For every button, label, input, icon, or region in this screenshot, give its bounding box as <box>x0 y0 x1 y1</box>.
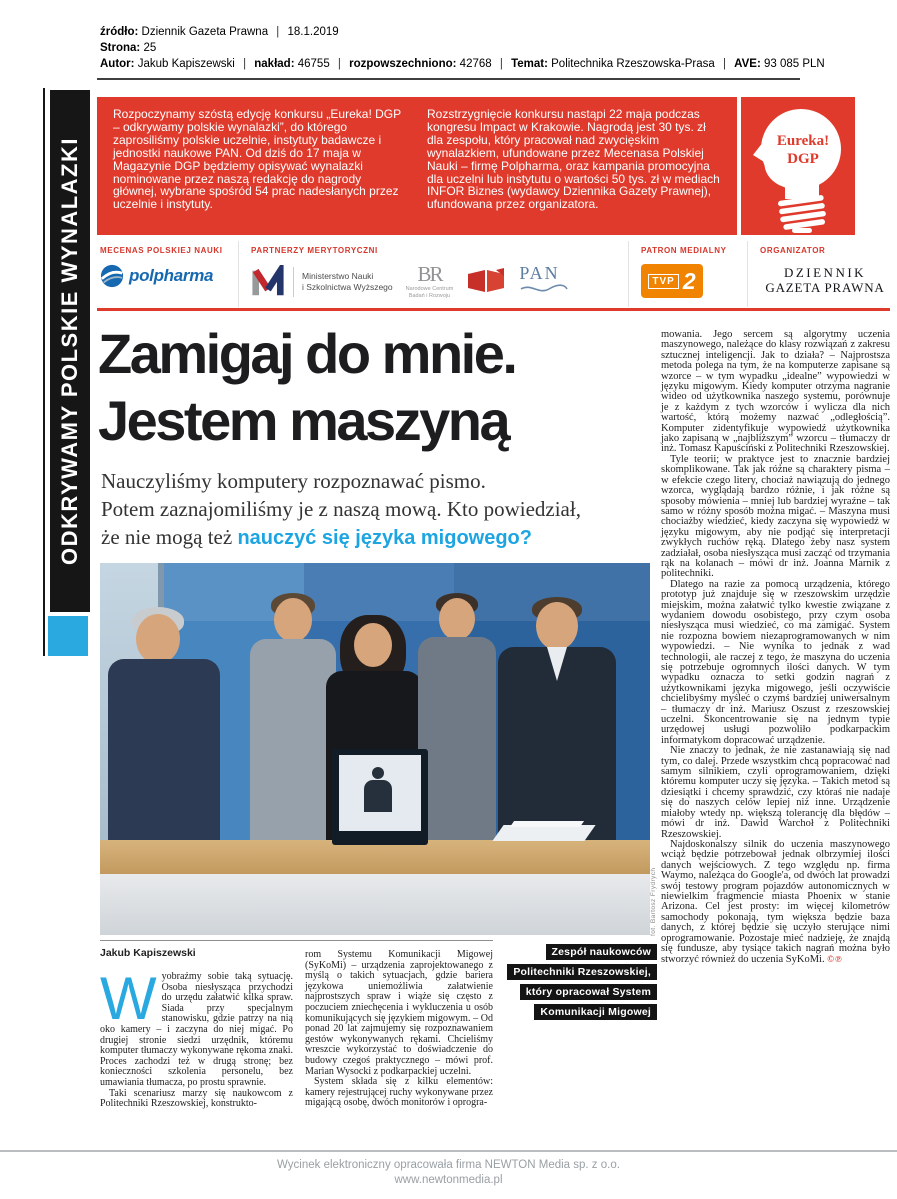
paragraph: Dlatego na razie za pomocą urządzenia, którego prototyp już znajduje się w rzeszowskim urzędzie miejskim, można załatwić tylko kwestie związane z wydaniem dowodu osobistego, przy czym osoba niesłysząca musi wiedzieć, co ma zamigać. System nie rozpozna bowiem niezaprogramowanych w nim wypowiedzi. – Nie wynika to jednak z wad technologii, ale raczej z tego, że maszyna do uczenia się potrzebuje ogromnych ilości danych. W tym wypadku oznacza to setki godzin nagrań z użytkownikami języka migowego, jeśli oczywiście chcielibyśmy myśleć o czymś bardziej uniwersalnym – tłumaczy dr inż. Mariusz Oszust z rzeszowskiej uczelni. Skoncentrowanie się na jednym typie urzędowej usługi pozwoliło podkarpackim informatykom dopracować urządzenie. <box>661 578 890 746</box>
ave-value: 93 085 PLN <box>763 58 825 70</box>
person-figure <box>108 607 220 843</box>
body-column-1 <box>100 965 293 1144</box>
ave-label: AVE: <box>734 58 761 70</box>
byline-divider <box>100 940 493 941</box>
paragraph: Taki scenariusz marzy się naukowcom z Politechniki Rzeszowskiej, konstrukto- <box>100 1087 293 1110</box>
meta-line-page <box>100 40 870 56</box>
article-byline: Jakub Kapiszewski <box>100 947 196 959</box>
polpharma-wordmark: polpharma <box>129 266 214 285</box>
footer-company: Wycinek elektroniczny opracowała firma NEWTON Media sp. z o.o. <box>277 1159 620 1171</box>
circulation-label: nakład: <box>254 58 295 70</box>
eureka-dgp-logo <box>741 97 855 235</box>
contest-banner <box>97 97 737 235</box>
series-title: ODKRYWAMY POLSKIE WYNALAZKI <box>57 137 82 565</box>
polpharma-logo <box>100 264 213 288</box>
paragraph: Nie znaczy to jednak, że nie zastanawiają się nad tym, co dalej. Przede wszystkim chcą popracować nad samym silnikiem, czyli oprogramowaniem, dzięki któremu komputer uczy się języka. – Takich metod są dziesiątki i chcemy sprawdzić, czy któraś nie nadaje się do naszych celów lepiej niż inne. Urządzenie miałoby wtedy np. większą tolerancję dla błędów – mówi dr inż. Dawid Warchoł z Politechniki Rzeszowskiej. <box>661 745 890 840</box>
eureka-badge-line1: Eureka! <box>776 133 830 149</box>
footer-divider <box>0 1150 897 1152</box>
photo-papers <box>492 825 595 841</box>
footer-url: www.newtonmedia.pl <box>394 1174 503 1186</box>
tvp-channel-number: 2 <box>682 267 696 294</box>
author-label: Autor: <box>100 58 135 70</box>
dgp-line1: DZIENNIK <box>783 265 867 280</box>
meta-line-source <box>100 24 870 40</box>
paragraph: mowania. Jego sercem są algorytmy uczenia maszynowego, należące do klasy rozwiązań z zakresu sztucznej inteligencji. Jak to działa? – Najprostsza metoda polega na tym, że na komputerze zapisane są wzorce – w tym wypadku „idealne” wypowiedzi w języku migowym. Kiedy komputer otrzyma nagranie wideo od użytkownika naszego systemu, porównuje je z każdym z tych wzorców i wylicza dla nich wartość, którą możemy nazwać „odległością”. Komputer zidentyfikuje wypowiedź użytkownika jako zapisaną w „najbliższym” wzorcu – tłumaczy dr inż. Tomasz Kapuściński z Politechniki Rzeszowskiej. <box>661 329 890 455</box>
distribution-label: rozpowszechniono: <box>349 58 457 70</box>
person-figure <box>418 593 496 843</box>
headline-line1: Zamigaj do mnie. <box>98 322 516 385</box>
separator: | <box>499 58 503 70</box>
partnerzy-label: PARTNERZY MERYTORYCZNI <box>251 246 378 255</box>
source-label: źródło: <box>100 26 139 38</box>
standfirst-line2: Potem zaznajomiliśmy je z naszą mową. Kto powiedział, <box>101 497 581 521</box>
standfirst-highlight: nauczyć się języka migowego? <box>237 527 532 549</box>
ncbr-wordmark: BR <box>417 262 442 287</box>
banner-right-text: Rozstrzygnięcie konkursu nastąpi 22 maja podczas kongresu Impact w Krakowie. Nagrodą jest 30 tys. zł dla zespołu, który pracował nad zwycięskim wynalazkiem, ufundowane przez Mecenasa Polskiej Nauki – firmę Polpharma, oraz kampania promocyjna dla uczelni lub instytutu o wartości 50 tys. zł w mediach INFOR Biznes (wydawcy Dziennika Gazety Prawnej), ufundowana przez organizatora. <box>427 107 720 212</box>
page-label: Strona: <box>100 42 141 54</box>
tvp-wordmark: TVP <box>648 274 678 289</box>
topic-value: Politechnika Rzeszowska-Prasa <box>551 58 715 70</box>
standfirst-line3 <box>101 523 661 552</box>
article-standfirst <box>101 467 661 552</box>
standfirst-line3-prefix: że nie mogą też <box>101 525 238 549</box>
pan-swoosh-icon <box>519 283 569 295</box>
banner-left-text: Rozpoczynamy szóstą edycję konkursu „Eureka! DGP – odkrywamy polskie wynalazki”, do którego zaprosiliśmy polskie uczelnie, instytuty badawcze i jednostki naukowe PAN. Od dziś do 17 maja w Magazynie DGP będziemy opisywać wynalazki nominowane przez naszą redakcję do nagrody głównej, wybrane spośród 54 prac nadesłanych przez uczelnie i instytuty. <box>113 107 401 212</box>
clipping-meta <box>100 24 870 72</box>
tvp2-logo <box>641 264 703 298</box>
paragraph: rom Systemu Komunikacji Migowej (SyKoMi) – urządzenia zaprojektowanego z myślą o takich sytuacjach, gdzie bariera językowa uniemożliwia załatwienie najprostszych spraw i wiąże się często z poczuciem zniechęcenia i wykluczenia u osób komunikujących się językiem migowym. – Od ponad 20 lat zajmujemy się rozpoznawaniem gestów wykonywanych rękami. Chcieliśmy wreszcie wykorzystać to doświadczenie do budowy czegoś praktycznego – mówi prof. Marian Wysocki z podkarpackiej uczelni. <box>305 949 493 1077</box>
mecenas-label: MECENAS POLSKIEJ NAUKI <box>100 246 223 255</box>
distribution-value: 42768 <box>459 58 492 70</box>
topic-label: Temat: <box>511 58 548 70</box>
copyright-mark: ©℗ <box>827 954 843 965</box>
ncbr-logo <box>406 264 454 299</box>
sign-language-avatar-body <box>364 780 392 812</box>
paragraph: Wyobraźmy sobie taką sytuację. Osoba niesłysząca przychodzi do urzędu załatwić kilka spraw. Siada przy specjalnym stanowisku, gdzie patrzy na nią oko kamery – i zaczyna do niej migać. Po drugiej stronie siedzi urzędnik, któremu komputer tłumaczy wykonywane rękoma znaki. Proces zachodzi też w drugą stronę; bez konieczności szkolenia personelu, bez umawiania tłumacza, po prostu sprawnie. <box>100 965 293 1088</box>
series-accent-square <box>48 616 88 656</box>
caption-line: Komunikacji Migowej <box>427 1002 657 1022</box>
open-book-logo <box>466 268 506 296</box>
photo-papers <box>510 821 584 827</box>
circulation-value: 46755 <box>297 58 330 70</box>
ministry-logo <box>251 265 393 299</box>
series-vertical-bar <box>50 90 90 612</box>
photo-desk <box>100 840 650 874</box>
caption-line: który opracował System <box>427 982 657 1002</box>
section-mecenas <box>97 241 238 307</box>
author-value: Jakub Kapiszewski <box>137 58 235 70</box>
article-photo <box>100 563 650 935</box>
pan-wordmark: PAN <box>519 263 560 283</box>
page-value: 25 <box>143 42 157 54</box>
photo-credit: fot. Bartosz Frydrych <box>650 867 657 936</box>
ncbr-caption-line2: Badań i Rozwoju <box>408 293 451 299</box>
red-divider <box>97 308 890 311</box>
photo-desk-front <box>100 874 650 935</box>
caption-line: Politechniki Rzeszowskiej, <box>427 962 657 982</box>
ncbr-caption-line1: Narodowe Centrum <box>405 286 454 293</box>
ministry-divider <box>293 267 294 297</box>
meta-line-details <box>100 56 870 72</box>
drop-cap: W <box>100 965 157 1032</box>
separator: | <box>337 58 341 70</box>
patron-label: PATRON MEDIALNY <box>641 246 727 255</box>
separator: | <box>722 58 726 70</box>
section-partnerzy <box>238 241 628 307</box>
person-figure <box>498 597 616 843</box>
pan-logo <box>519 264 569 300</box>
separator: | <box>243 58 247 70</box>
dgp-line2: GAZETA PRAWNA <box>765 279 885 295</box>
ministry-name-line2: i Szkolnictwa Wyższego <box>302 282 393 292</box>
paragraph: Tyle teorii; w praktyce jest to znacznie bardziej skomplikowane. Tak jak różne są charaktery pisma – w efekcie czego litery, chociaż nawiązują do jednego wzorca, wyglądają bardzo różnie, i jak różne są sposoby mówienia – mniej lub bardziej wyraźne – tak samo w różny sposób można migać. – Maszyna musi chociażby wiedzieć, kiedy zaczyna się wypowiedź w języku migowym, aby nie podjąć się interpretacji zwykłych ruchów ręką. Dlatego żeby nasz system zadziałał, osoba niesłysząca musi zacząć od trzymania rąk na kolanach – mówi dr inż. Joanna Marnik z politechniki. <box>661 453 890 580</box>
person-figure <box>250 593 336 843</box>
sign-language-avatar-head <box>372 767 384 779</box>
ministry-name <box>302 271 393 293</box>
standfirst-line1: Nauczyliśmy komputery rozpoznawać pismo. <box>101 469 486 493</box>
article-headline <box>98 320 668 454</box>
section-organizator <box>747 241 890 307</box>
paragraph: System składa się z kilku elementów: kamery rejestrującej ruchy wykonywane przez migającą osobę, dwóch monitorów i oprogra- <box>305 1076 493 1109</box>
polpharma-globe-icon <box>100 264 124 288</box>
headline-line2: Jestem maszyną <box>98 389 509 452</box>
source-value: Dziennik Gazeta Prawna <box>141 26 269 38</box>
ministry-name-line1: Ministerstwo Nauki <box>302 270 374 281</box>
footer <box>0 1158 897 1188</box>
caption-line: Zespół naukowców <box>427 942 657 962</box>
dziennik-gazeta-prawna-logo <box>760 266 890 296</box>
date-value: 18.1.2019 <box>287 26 339 38</box>
meta-divider <box>97 78 800 80</box>
ministry-m-icon <box>251 265 285 299</box>
paragraph: Najdoskonalszy silnik do uczenia maszynowego wciąż będzie potrzebował jednak olbrzymiej ilości danych wejściowych. Z tego względu np. firma Waymo, należąca do Google'a, od dwóch lat prowadzi swój testowy program pojazdów autonomicznych w niewielkim fragmencie miasta Phoenix w stanie Arizona. Cel jest prosty: im więcej kilometrów samochody pokonają, tym większa będzie baza danych, z której będzie się uczyło sterujące nimi oprogramowanie. Pozostaje mieć nadzieję, że znajdą się fundusze, aby tysiące takich nagrań można było stworzyć również do uczenia SyKoMi. ©℗ <box>661 838 890 966</box>
sidebar-edge-line <box>43 88 45 656</box>
eureka-badge-line2: DGP <box>787 151 819 167</box>
body-column-right <box>661 330 890 1132</box>
lightbulb-head-icon <box>741 97 855 235</box>
body-column-2 <box>305 950 493 1146</box>
section-patron <box>628 241 747 307</box>
separator: | <box>276 26 280 38</box>
partners-strip <box>97 241 890 307</box>
organizator-label: ORGANIZATOR <box>760 246 826 255</box>
